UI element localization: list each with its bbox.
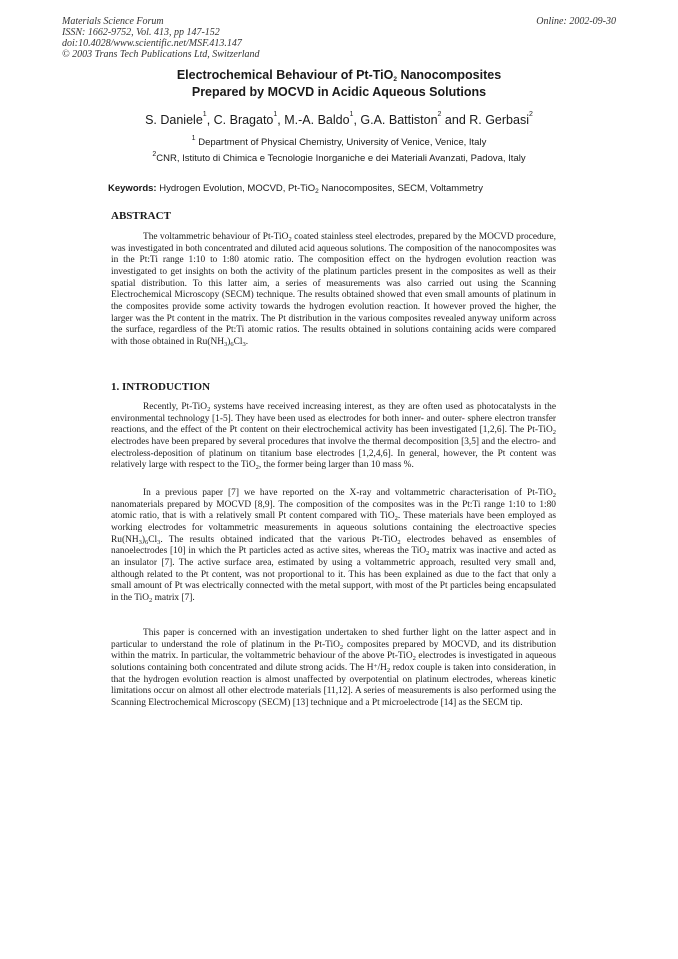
author-affil-mark: 1 [273,111,278,118]
author-name: S. Daniele [145,113,203,127]
keywords-subscript: 2 [315,188,319,195]
author-affil-mark: 1 [349,111,354,118]
title-subscript: 2 [393,76,397,83]
author-name: , M.-A. Baldo [277,113,350,127]
doi-line: doi:10.4028/www.scientific.net/MSF.413.147 [62,38,242,49]
keywords-text: Nanocomposites, SECM, Voltammetry [318,183,483,194]
affiliation-text: Department of Physical Chemistry, University of Venice, Venice, Italy [198,137,487,148]
online-date: Online: 2002-09-30 [536,16,616,27]
journal-name: Materials Science Forum [62,16,164,27]
author-affil-mark: 2 [437,111,442,118]
introduction-heading: 1. INTRODUCTION [111,381,211,393]
author-affil-mark: 2 [528,111,533,118]
author-affil-mark: 1 [202,111,207,118]
intro-paragraph-1: Recently, Pt-TiO$_2$ systems have received increasing interest, as they are often used as photocatalysts in the environmental technology [1-5]. They have been used as electrodes for both inner- and outer- sphere electron transfer reactions, and the effect of the Pt content on their electrochemical activity has been investigated [1,2,6]. The Pt-TiO$_2$ electrodes have been prepared by several procedures that involve the thermal decomposition [3,5] and the electro- and electroless-deposition of platinum on titanium base electrodes [1,2,4,6]. In general, however, the Pt content was relatively large with respect to the TiO$_2$, the former being larger than 10 mass %. [111,402,556,472]
paper-title [0,68,678,99]
abstract-paragraph: The voltammetric behaviour of Pt-TiO$_2$ coated stainless steel electrodes, prepared by the MOCVD procedure, was investigated in both concentrated and diluted acid aqueous solutions. The composition of the nanocomposites was in the Pt:Ti range 1:10 to 1:80 atomic ratio. The composition effect on the hydrogen evolution reaction was investigated to get insights on both the activity of the platinum particles present in the composites as well as their spatial distribution. To this latter aim, a series of measurements was also carried out using the Scanning Electrochemical Microscopy (SECM) technique. The results obtained showed that even small amounts of platinum in the composites provide some activity towards the hydrogen evolution reaction. It however proved the higher, the larger was the Pt content in the matrix. The Pt distribution in the various composites revealed anyway uniform across the surface, regardless of the Pt:Ti atomic ratios. The results obtained in solutions containing acids were compared with those obtained in $Ru(NH_3)_6Cl_3$. [111,232,556,348]
affiliation-number: 1 [191,135,196,142]
keywords-text: Hydrogen Evolution, MOCVD, Pt-TiO [156,183,316,194]
intro-paragraph-3: This paper is concerned with an investigation undertaken to shed further light on the latter aspect and in particular to understand the role of platinum in the Pt-TiO$_2$ composites prepared by MOCVD, and its distribution within the matrix. In particular, the voltammetric behaviour of the above Pt-TiO$_2$ electrodes is investigated in aqueous solutions containing both concentrated and dilute strong acids. The $H^+/H_2$ redox couple is taken into consideration, in that the hydrogen evolution reaction is almost unaffected by overpotential on platinum electrodes, whereas kinetic limitations occur on almost all other electrode materials [11,12]. A series of measurements is also performed using the Scanning Electrochemical Microscopy (SECM) [13] technique and a Pt microelectrode [14] as the SECM tip. [111,628,557,708]
affiliation-text: CNR, Istituto di Chimica e Tecnologie Inorganiche e dei Materiali Avanzati, Padova, Italy [156,153,526,164]
copyright-line: © 2003 Trans Tech Publications Ltd, Switzerland [62,49,260,60]
journal-header [62,16,617,60]
author-name: , G.A. Battiston [353,113,438,127]
affiliation-1 [0,137,678,148]
title-text-1b: Nanocomposites [396,68,502,82]
author-name: and R. Gerbasi [441,113,529,127]
title-text-2: Prepared by MOCVD in Acidic Aqueous Solutions [191,85,487,99]
issn-line: ISSN: 1662-9752, Vol. 413, pp 147-152 [62,27,220,38]
keywords [108,183,578,194]
abstract-heading: ABSTRACT [111,210,171,222]
intro-paragraph-2: In a previous paper [7] we have reported on the X-ray and voltammetric characterisation of Pt-TiO$_2$ nanomaterials prepared by MOCVD [8,9]. The composition of the composites was in the Pt:Ti range 1:10 to 1:80 atomic ratio, that is with a relatively small Pt content compared with TiO$_2$. These materials have been employed as working electrodes for voltammetric measurements in aqueous solutions containing the electroactive species $Ru(NH_3)_6Cl_3$. The results obtained indicated that the various Pt-TiO$_2$ electrodes behaved as ensembles of nanoelectrodes [10] in which the Pt particles acted as active sites, whereas the TiO$_2$ matrix was inactive and acted as an insulator [7]. The active surface area, estimated by using a voltammetric approach, resulted very small and, although related to the Pt content, was not proportional to it. This has been explained as due to the fact that only a small amount of Pt was electrically connected with the metal support, with most of the Pt particles being encapsulated in the TiO$_2$ matrix [7]. [111,488,556,604]
title-text-1a: Electrochemical Behaviour of Pt-TiO [176,68,394,82]
keywords-label: Keywords: [108,183,157,194]
author-list [0,113,678,127]
affiliation-2 [0,153,678,164]
affiliation-number: 2 [152,151,157,158]
author-name: , C. Bragato [206,113,274,127]
